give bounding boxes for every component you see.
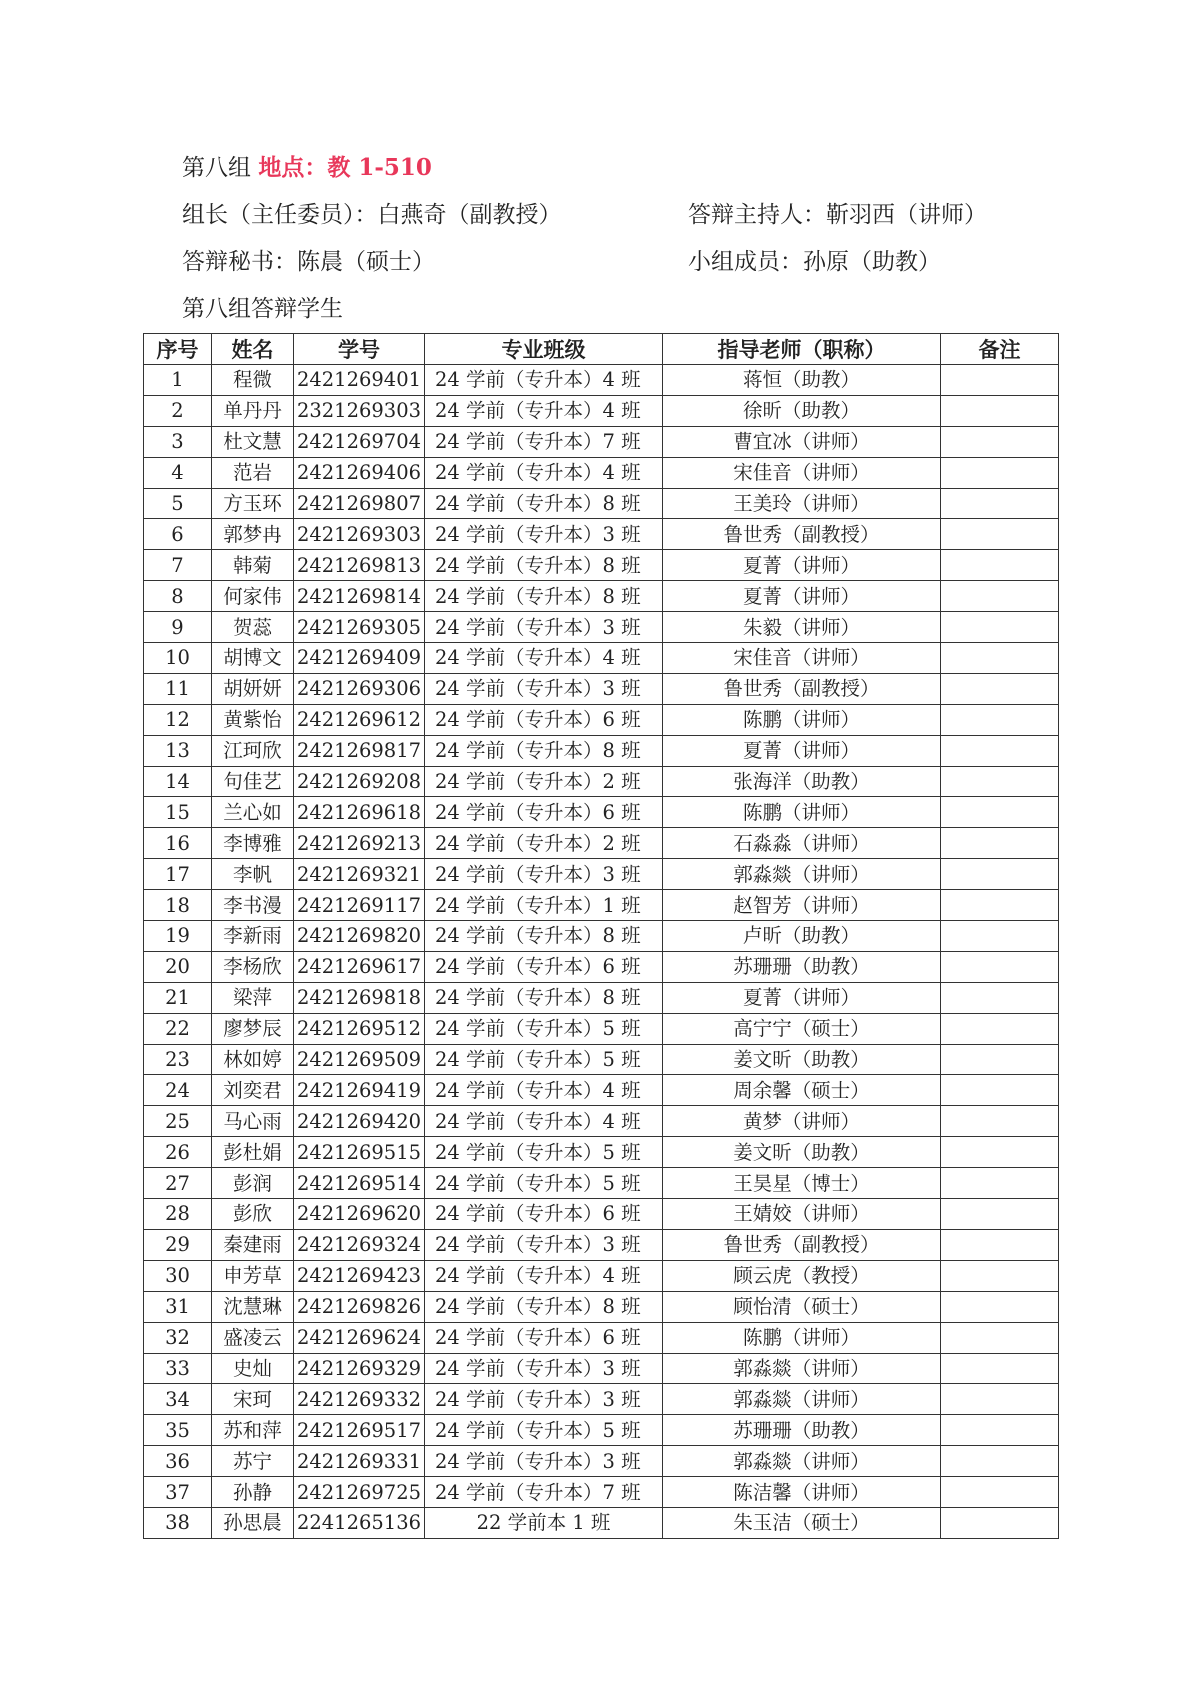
row-number: 26 — [144, 1137, 212, 1168]
class-name: 24 学前（专升本）6 班 — [425, 1322, 663, 1353]
table-row — [144, 1044, 1059, 1075]
student-id: 2421269332 — [294, 1384, 425, 1415]
student-id: 2421269813 — [294, 550, 425, 581]
advisor-name: 朱玉洁（硕士） — [663, 1507, 941, 1538]
advisor-name: 王婧姣（讲师） — [663, 1199, 941, 1230]
class-name: 24 学前（专升本）6 班 — [425, 951, 663, 982]
student-id: 2421269321 — [294, 859, 425, 890]
student-name: 黄紫怡 — [212, 704, 294, 735]
note-cell — [941, 951, 1059, 982]
student-name: 申芳草 — [212, 1260, 294, 1291]
student-name: 马心雨 — [212, 1106, 294, 1137]
table-row — [144, 457, 1059, 488]
advisor-name: 顾怡清（硕士） — [663, 1291, 941, 1322]
class-name: 24 学前（专升本）7 班 — [425, 1477, 663, 1508]
class-name: 24 学前（专升本）3 班 — [425, 519, 663, 550]
advisor-name: 鲁世秀（副教授） — [663, 519, 941, 550]
student-id: 2421269817 — [294, 735, 425, 766]
table-row — [144, 1415, 1059, 1446]
header-name: 姓名 — [212, 334, 294, 365]
row-number: 18 — [144, 890, 212, 921]
table-row — [144, 581, 1059, 612]
student-name: 杜文慧 — [212, 426, 294, 457]
note-cell — [941, 1477, 1059, 1508]
header-class: 专业班级 — [425, 334, 663, 365]
table-row — [144, 1446, 1059, 1477]
class-name: 24 学前（专升本）8 班 — [425, 1291, 663, 1322]
student-name: 刘奕君 — [212, 1075, 294, 1106]
student-name: 江珂欣 — [212, 735, 294, 766]
row-number: 34 — [144, 1384, 212, 1415]
student-id: 2421269618 — [294, 797, 425, 828]
note-cell — [941, 1075, 1059, 1106]
student-id: 2421269409 — [294, 643, 425, 674]
class-name: 24 学前（专升本）2 班 — [425, 828, 663, 859]
table-row — [144, 488, 1059, 519]
table-row — [144, 1477, 1059, 1508]
row-number: 33 — [144, 1353, 212, 1384]
class-name: 24 学前（专升本）6 班 — [425, 797, 663, 828]
student-id: 2421269324 — [294, 1229, 425, 1260]
row-number: 36 — [144, 1446, 212, 1477]
class-name: 24 学前（专升本）7 班 — [425, 426, 663, 457]
student-id: 2421269305 — [294, 612, 425, 643]
student-name: 沈慧琳 — [212, 1291, 294, 1322]
student-id: 2421269406 — [294, 457, 425, 488]
row-number: 38 — [144, 1507, 212, 1538]
student-id: 2421269208 — [294, 766, 425, 797]
advisor-name: 夏菁（讲师） — [663, 581, 941, 612]
advisor-name: 姜文昕（助教） — [663, 1044, 941, 1075]
table-row — [144, 1137, 1059, 1168]
class-name: 24 学前（专升本）8 班 — [425, 921, 663, 952]
table-row — [144, 1507, 1059, 1538]
location-label: 地点：教 1-510 — [258, 154, 432, 181]
secretary-line — [182, 247, 941, 277]
note-cell — [941, 1044, 1059, 1075]
student-id: 2421269303 — [294, 519, 425, 550]
row-number: 6 — [144, 519, 212, 550]
student-id: 2421269117 — [294, 890, 425, 921]
class-name: 24 学前（专升本）5 班 — [425, 1013, 663, 1044]
row-number: 25 — [144, 1106, 212, 1137]
note-cell — [941, 1353, 1059, 1384]
table-row — [144, 1075, 1059, 1106]
note-cell — [941, 1507, 1059, 1538]
note-cell — [941, 828, 1059, 859]
table-row — [144, 828, 1059, 859]
student-id: 2421269401 — [294, 365, 425, 396]
class-name: 24 学前（专升本）3 班 — [425, 1446, 663, 1477]
student-name: 彭润 — [212, 1168, 294, 1199]
row-number: 16 — [144, 828, 212, 859]
class-name: 24 学前（专升本）4 班 — [425, 395, 663, 426]
student-name: 郭梦冉 — [212, 519, 294, 550]
student-name: 李博雅 — [212, 828, 294, 859]
student-name: 秦建雨 — [212, 1229, 294, 1260]
student-id: 2421269329 — [294, 1353, 425, 1384]
note-cell — [941, 488, 1059, 519]
note-cell — [941, 1137, 1059, 1168]
row-number: 32 — [144, 1322, 212, 1353]
advisor-name: 朱毅（讲师） — [663, 612, 941, 643]
students-title: 第八组答辩学生 — [182, 296, 343, 322]
table-row — [144, 1168, 1059, 1199]
advisor-name: 高宁宁（硕士） — [663, 1013, 941, 1044]
student-name: 梁萍 — [212, 982, 294, 1013]
row-number: 17 — [144, 859, 212, 890]
student-id: 2421269826 — [294, 1291, 425, 1322]
student-id: 2421269820 — [294, 921, 425, 952]
advisor-name: 王美玲（讲师） — [663, 488, 941, 519]
student-name: 宋珂 — [212, 1384, 294, 1415]
student-id: 2421269512 — [294, 1013, 425, 1044]
note-cell — [941, 426, 1059, 457]
student-name: 彭欣 — [212, 1199, 294, 1230]
student-id: 2421269818 — [294, 982, 425, 1013]
note-cell — [941, 519, 1059, 550]
member-text: 小组成员：孙原（助教） — [688, 249, 941, 275]
student-name: 史灿 — [212, 1353, 294, 1384]
row-number: 20 — [144, 951, 212, 982]
row-number: 14 — [144, 766, 212, 797]
student-name: 方玉环 — [212, 488, 294, 519]
student-id: 2421269612 — [294, 704, 425, 735]
student-name: 胡博文 — [212, 643, 294, 674]
table-row — [144, 1013, 1059, 1044]
student-id: 2421269807 — [294, 488, 425, 519]
note-cell — [941, 766, 1059, 797]
leader-text: 组长（主任委员）：白燕奇（副教授） — [182, 202, 562, 228]
student-id: 2421269725 — [294, 1477, 425, 1508]
class-name: 24 学前（专升本）5 班 — [425, 1044, 663, 1075]
row-number: 11 — [144, 673, 212, 704]
row-number: 4 — [144, 457, 212, 488]
note-cell — [941, 1384, 1059, 1415]
student-id: 2421269517 — [294, 1415, 425, 1446]
advisor-name: 周余馨（硕士） — [663, 1075, 941, 1106]
advisor-name: 陈鹏（讲师） — [663, 797, 941, 828]
student-name: 句佳艺 — [212, 766, 294, 797]
advisor-name: 郭淼燚（讲师） — [663, 1446, 941, 1477]
note-cell — [941, 612, 1059, 643]
table-row — [144, 673, 1059, 704]
row-number: 8 — [144, 581, 212, 612]
student-id: 2421269624 — [294, 1322, 425, 1353]
class-name: 24 学前（专升本）8 班 — [425, 982, 663, 1013]
class-name: 24 学前（专升本）1 班 — [425, 890, 663, 921]
row-number: 35 — [144, 1415, 212, 1446]
advisor-name: 宋佳音（讲师） — [663, 643, 941, 674]
class-name: 24 学前（专升本）6 班 — [425, 1199, 663, 1230]
student-name: 程微 — [212, 365, 294, 396]
note-cell — [941, 673, 1059, 704]
group-label: 第八组 — [182, 155, 251, 181]
note-cell — [941, 982, 1059, 1013]
advisor-name: 郭淼燚（讲师） — [663, 1353, 941, 1384]
student-name: 李新雨 — [212, 921, 294, 952]
note-cell — [941, 1013, 1059, 1044]
advisor-name: 陈洁馨（讲师） — [663, 1477, 941, 1508]
note-cell — [941, 797, 1059, 828]
row-number: 9 — [144, 612, 212, 643]
table-row — [144, 395, 1059, 426]
student-name: 苏和萍 — [212, 1415, 294, 1446]
class-name: 24 学前（专升本）8 班 — [425, 550, 663, 581]
advisor-name: 王昊星（博士） — [663, 1168, 941, 1199]
table-row — [144, 1353, 1059, 1384]
header-note: 备注 — [941, 334, 1059, 365]
advisor-name: 姜文昕（助教） — [663, 1137, 941, 1168]
student-id: 2421269515 — [294, 1137, 425, 1168]
student-name: 韩菊 — [212, 550, 294, 581]
table-row — [144, 982, 1059, 1013]
advisor-name: 苏珊珊（助教） — [663, 951, 941, 982]
class-name: 24 学前（专升本）2 班 — [425, 766, 663, 797]
table-row — [144, 1106, 1059, 1137]
note-cell — [941, 921, 1059, 952]
note-cell — [941, 735, 1059, 766]
row-number: 5 — [144, 488, 212, 519]
student-id: 2241265136 — [294, 1507, 425, 1538]
student-id: 2421269704 — [294, 426, 425, 457]
row-number: 37 — [144, 1477, 212, 1508]
student-name: 贺蕊 — [212, 612, 294, 643]
table-row — [144, 797, 1059, 828]
note-cell — [941, 643, 1059, 674]
row-number: 27 — [144, 1168, 212, 1199]
host-text: 答辩主持人：靳羽西（讲师） — [688, 202, 987, 228]
student-id: 2421269617 — [294, 951, 425, 982]
class-name: 24 学前（专升本）3 班 — [425, 612, 663, 643]
row-number: 29 — [144, 1229, 212, 1260]
class-name: 24 学前（专升本）3 班 — [425, 1229, 663, 1260]
student-name: 孙思晨 — [212, 1507, 294, 1538]
table-row — [144, 1260, 1059, 1291]
table-row — [144, 951, 1059, 982]
row-number: 13 — [144, 735, 212, 766]
advisor-name: 石淼淼（讲师） — [663, 828, 941, 859]
row-number: 7 — [144, 550, 212, 581]
note-cell — [941, 1415, 1059, 1446]
note-cell — [941, 1322, 1059, 1353]
row-number: 30 — [144, 1260, 212, 1291]
header-no: 序号 — [144, 334, 212, 365]
table-row — [144, 612, 1059, 643]
advisor-name: 鲁世秀（副教授） — [663, 1229, 941, 1260]
advisor-name: 张海洋（助教） — [663, 766, 941, 797]
student-id: 2421269814 — [294, 581, 425, 612]
class-name: 24 学前（专升本）3 班 — [425, 1384, 663, 1415]
note-cell — [941, 890, 1059, 921]
note-cell — [941, 550, 1059, 581]
student-name: 何家伟 — [212, 581, 294, 612]
row-number: 21 — [144, 982, 212, 1013]
advisor-name: 陈鹏（讲师） — [663, 1322, 941, 1353]
class-name: 24 学前（专升本）4 班 — [425, 365, 663, 396]
advisor-name: 陈鹏（讲师） — [663, 704, 941, 735]
table-row — [144, 1322, 1059, 1353]
advisor-name: 徐昕（助教） — [663, 395, 941, 426]
advisor-name: 夏菁（讲师） — [663, 735, 941, 766]
note-cell — [941, 457, 1059, 488]
table-body — [144, 365, 1059, 1539]
advisor-name: 曹宜冰（讲师） — [663, 426, 941, 457]
student-name: 孙静 — [212, 1477, 294, 1508]
advisor-name: 郭淼燚（讲师） — [663, 1384, 941, 1415]
class-name: 24 学前（专升本）5 班 — [425, 1137, 663, 1168]
table-row — [144, 890, 1059, 921]
advisor-name: 赵智芳（讲师） — [663, 890, 941, 921]
student-name: 兰心如 — [212, 797, 294, 828]
advisor-name: 鲁世秀（副教授） — [663, 673, 941, 704]
students-table — [143, 333, 1059, 1539]
student-name: 彭杜娟 — [212, 1137, 294, 1168]
advisor-name: 顾云虎（教授） — [663, 1260, 941, 1291]
student-name: 李帆 — [212, 859, 294, 890]
table-row — [144, 735, 1059, 766]
class-name: 24 学前（专升本）4 班 — [425, 643, 663, 674]
student-id: 2421269420 — [294, 1106, 425, 1137]
student-id: 2421269419 — [294, 1075, 425, 1106]
advisor-name: 郭淼燚（讲师） — [663, 859, 941, 890]
row-number: 15 — [144, 797, 212, 828]
table-row — [144, 426, 1059, 457]
table-row — [144, 365, 1059, 396]
table-row — [144, 859, 1059, 890]
row-number: 10 — [144, 643, 212, 674]
row-number: 12 — [144, 704, 212, 735]
committee-line — [182, 200, 987, 230]
advisor-name: 夏菁（讲师） — [663, 982, 941, 1013]
advisor-name: 苏珊珊（助教） — [663, 1415, 941, 1446]
advisor-name: 宋佳音（讲师） — [663, 457, 941, 488]
advisor-name: 蒋恒（助教） — [663, 365, 941, 396]
table-row — [144, 704, 1059, 735]
row-number: 24 — [144, 1075, 212, 1106]
table-row — [144, 1291, 1059, 1322]
note-cell — [941, 1199, 1059, 1230]
class-name: 24 学前（专升本）8 班 — [425, 488, 663, 519]
note-cell — [941, 1229, 1059, 1260]
student-id: 2421269620 — [294, 1199, 425, 1230]
note-cell — [941, 365, 1059, 396]
note-cell — [941, 1446, 1059, 1477]
table-row — [144, 519, 1059, 550]
note-cell — [941, 1260, 1059, 1291]
group-heading — [182, 153, 432, 183]
student-name: 李杨欣 — [212, 951, 294, 982]
class-name: 24 学前（专升本）4 班 — [425, 1075, 663, 1106]
student-id: 2421269213 — [294, 828, 425, 859]
row-number: 3 — [144, 426, 212, 457]
row-number: 23 — [144, 1044, 212, 1075]
student-name: 苏宁 — [212, 1446, 294, 1477]
table-row — [144, 766, 1059, 797]
row-number: 22 — [144, 1013, 212, 1044]
student-name: 李书漫 — [212, 890, 294, 921]
advisor-name: 黄梦（讲师） — [663, 1106, 941, 1137]
student-name: 范岩 — [212, 457, 294, 488]
class-name: 24 学前（专升本）3 班 — [425, 859, 663, 890]
row-number: 28 — [144, 1199, 212, 1230]
note-cell — [941, 704, 1059, 735]
student-name: 廖梦辰 — [212, 1013, 294, 1044]
student-name: 胡妍妍 — [212, 673, 294, 704]
student-id: 2421269509 — [294, 1044, 425, 1075]
class-name: 24 学前（专升本）4 班 — [425, 1106, 663, 1137]
advisor-name: 卢昕（助教） — [663, 921, 941, 952]
class-name: 24 学前（专升本）3 班 — [425, 1353, 663, 1384]
secretary-text: 答辩秘书：陈晨（硕士） — [182, 249, 435, 275]
class-name: 22 学前本 1 班 — [425, 1507, 663, 1538]
class-name: 24 学前（专升本）5 班 — [425, 1415, 663, 1446]
student-id: 2321269303 — [294, 395, 425, 426]
row-number: 31 — [144, 1291, 212, 1322]
student-name: 林如婷 — [212, 1044, 294, 1075]
class-name: 24 学前（专升本）5 班 — [425, 1168, 663, 1199]
student-id: 2421269331 — [294, 1446, 425, 1477]
note-cell — [941, 581, 1059, 612]
note-cell — [941, 1168, 1059, 1199]
table-row — [144, 1199, 1059, 1230]
class-name: 24 学前（专升本）4 班 — [425, 1260, 663, 1291]
row-number: 19 — [144, 921, 212, 952]
header-advisor: 指导老师（职称） — [663, 334, 941, 365]
student-id: 2421269306 — [294, 673, 425, 704]
class-name: 24 学前（专升本）3 班 — [425, 673, 663, 704]
student-name: 盛凌云 — [212, 1322, 294, 1353]
class-name: 24 学前（专升本）4 班 — [425, 457, 663, 488]
row-number: 2 — [144, 395, 212, 426]
class-name: 24 学前（专升本）6 班 — [425, 704, 663, 735]
row-number: 1 — [144, 365, 212, 396]
class-name: 24 学前（专升本）8 班 — [425, 735, 663, 766]
student-id: 2421269514 — [294, 1168, 425, 1199]
table-row — [144, 1384, 1059, 1415]
note-cell — [941, 859, 1059, 890]
advisor-name: 夏菁（讲师） — [663, 550, 941, 581]
student-name: 单丹丹 — [212, 395, 294, 426]
table-row — [144, 921, 1059, 952]
student-id: 2421269423 — [294, 1260, 425, 1291]
note-cell — [941, 395, 1059, 426]
note-cell — [941, 1291, 1059, 1322]
note-cell — [941, 1106, 1059, 1137]
table-row — [144, 1229, 1059, 1260]
class-name: 24 学前（专升本）8 班 — [425, 581, 663, 612]
header-student-id: 学号 — [294, 334, 425, 365]
table-header-row — [144, 334, 1059, 365]
table-row — [144, 643, 1059, 674]
table-row — [144, 550, 1059, 581]
